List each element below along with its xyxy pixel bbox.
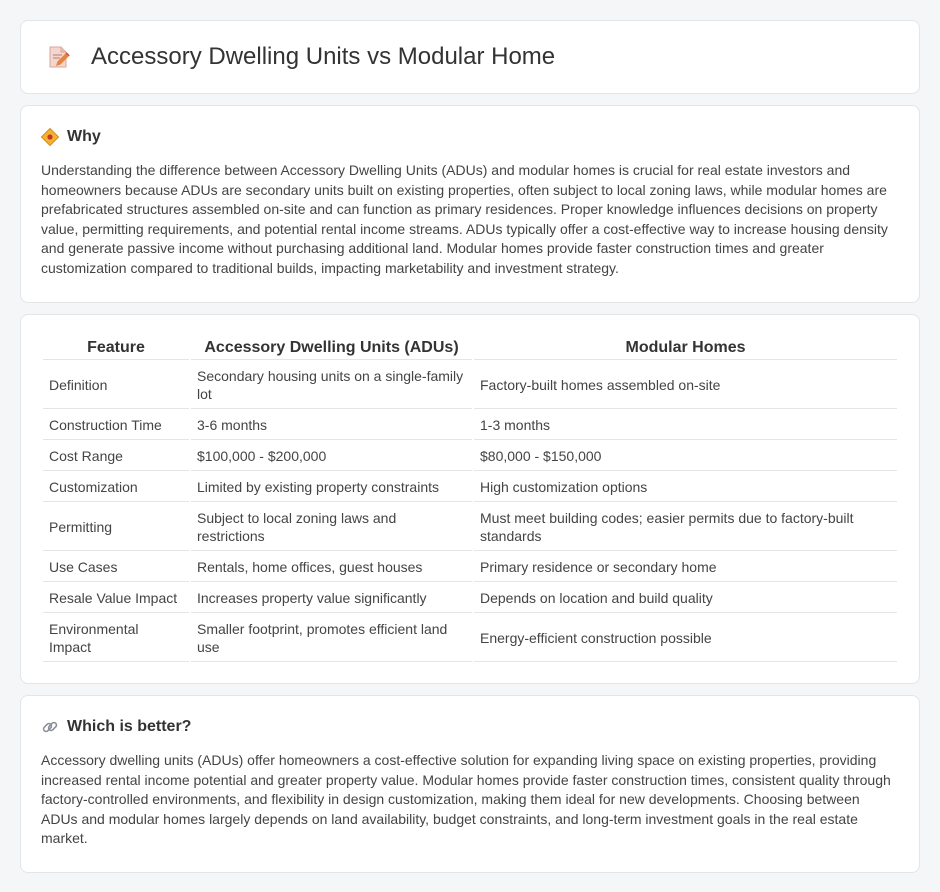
table-cell: Rentals, home offices, guest houses — [191, 553, 472, 582]
table-cell: Energy-efficient construction possible — [474, 615, 897, 662]
table-cell: Factory-built homes assembled on-site — [474, 362, 897, 409]
better-heading: Which is better? — [67, 718, 192, 735]
which-is-better-section — [20, 695, 920, 873]
table-cell: Construction Time — [43, 411, 189, 440]
table-row — [43, 411, 897, 440]
why-section — [20, 105, 920, 303]
table-cell: Definition — [43, 362, 189, 409]
table-row — [43, 553, 897, 582]
table-cell: $100,000 - $200,000 — [191, 442, 472, 471]
table-cell: Smaller footprint, promotes efficient land use — [191, 615, 472, 662]
better-text: Accessory dwelling units (ADUs) offer homeowners a cost-effective solution for expanding living space on existing properties, providing increased rental income potential and greater property value. Modular homes provide faster construction times, consistent quality through factory-controlled environments, and flexibility in design customization, making them ideal for new developments. Choosing between ADUs and modular homes largely depends on land availability, budget constraints, and long-term investment goals in the real estate market. — [41, 752, 891, 846]
table-cell: Limited by existing property constraints — [191, 473, 472, 502]
header-adu: Accessory Dwelling Units (ADUs) — [191, 336, 472, 360]
comparison-section — [20, 314, 920, 684]
diamond-sign-icon — [41, 128, 59, 146]
table-row — [43, 362, 897, 409]
table-cell: Primary residence or secondary home — [474, 553, 897, 582]
table-cell: Increases property value significantly — [191, 584, 472, 613]
table-row — [43, 473, 897, 502]
table-cell: Customization — [43, 473, 189, 502]
table-cell: Subject to local zoning laws and restrictions — [191, 504, 472, 551]
table-cell: Must meet building codes; easier permits due to factory-built standards — [474, 504, 897, 551]
table-cell: 3-6 months — [191, 411, 472, 440]
edit-document-icon — [45, 44, 71, 70]
table-cell: 1-3 months — [474, 411, 897, 440]
table-cell: Use Cases — [43, 553, 189, 582]
table-cell: Environmental Impact — [43, 615, 189, 662]
table-cell: Permitting — [43, 504, 189, 551]
why-text: Understanding the difference between Accessory Dwelling Units (ADUs) and modular homes is crucial for real estate investors and homeowners because ADUs are secondary units built on existing properties, often subject to local zoning laws, while modular homes are prefabricated structures assembled on-site and can function as primary residences. Proper knowledge influences decisions on property value, permitting requirements, and potential rental income streams. ADUs typically offer a cost-effective way to increase housing density and generate passive income without purchasing additional land. Modular homes provide faster construction times and greater customization compared to traditional builds, impacting marketability and investment strategy. — [41, 162, 888, 276]
table-row — [43, 615, 897, 662]
table-cell: Secondary housing units on a single-family lot — [191, 362, 472, 409]
comparison-table — [41, 334, 899, 664]
header-modular: Modular Homes — [474, 336, 897, 360]
link-icon — [41, 718, 59, 736]
table-cell: Cost Range — [43, 442, 189, 471]
page-title: Accessory Dwelling Units vs Modular Home — [91, 43, 556, 70]
why-heading: Why — [67, 128, 101, 145]
table-cell: High customization options — [474, 473, 897, 502]
title-card — [20, 20, 920, 94]
header-feature: Feature — [43, 336, 189, 360]
table-cell: $80,000 - $150,000 — [474, 442, 897, 471]
table-cell: Depends on location and build quality — [474, 584, 897, 613]
table-row — [43, 584, 897, 613]
table-row — [43, 442, 897, 471]
table-cell: Resale Value Impact — [43, 584, 189, 613]
table-row — [43, 504, 897, 551]
